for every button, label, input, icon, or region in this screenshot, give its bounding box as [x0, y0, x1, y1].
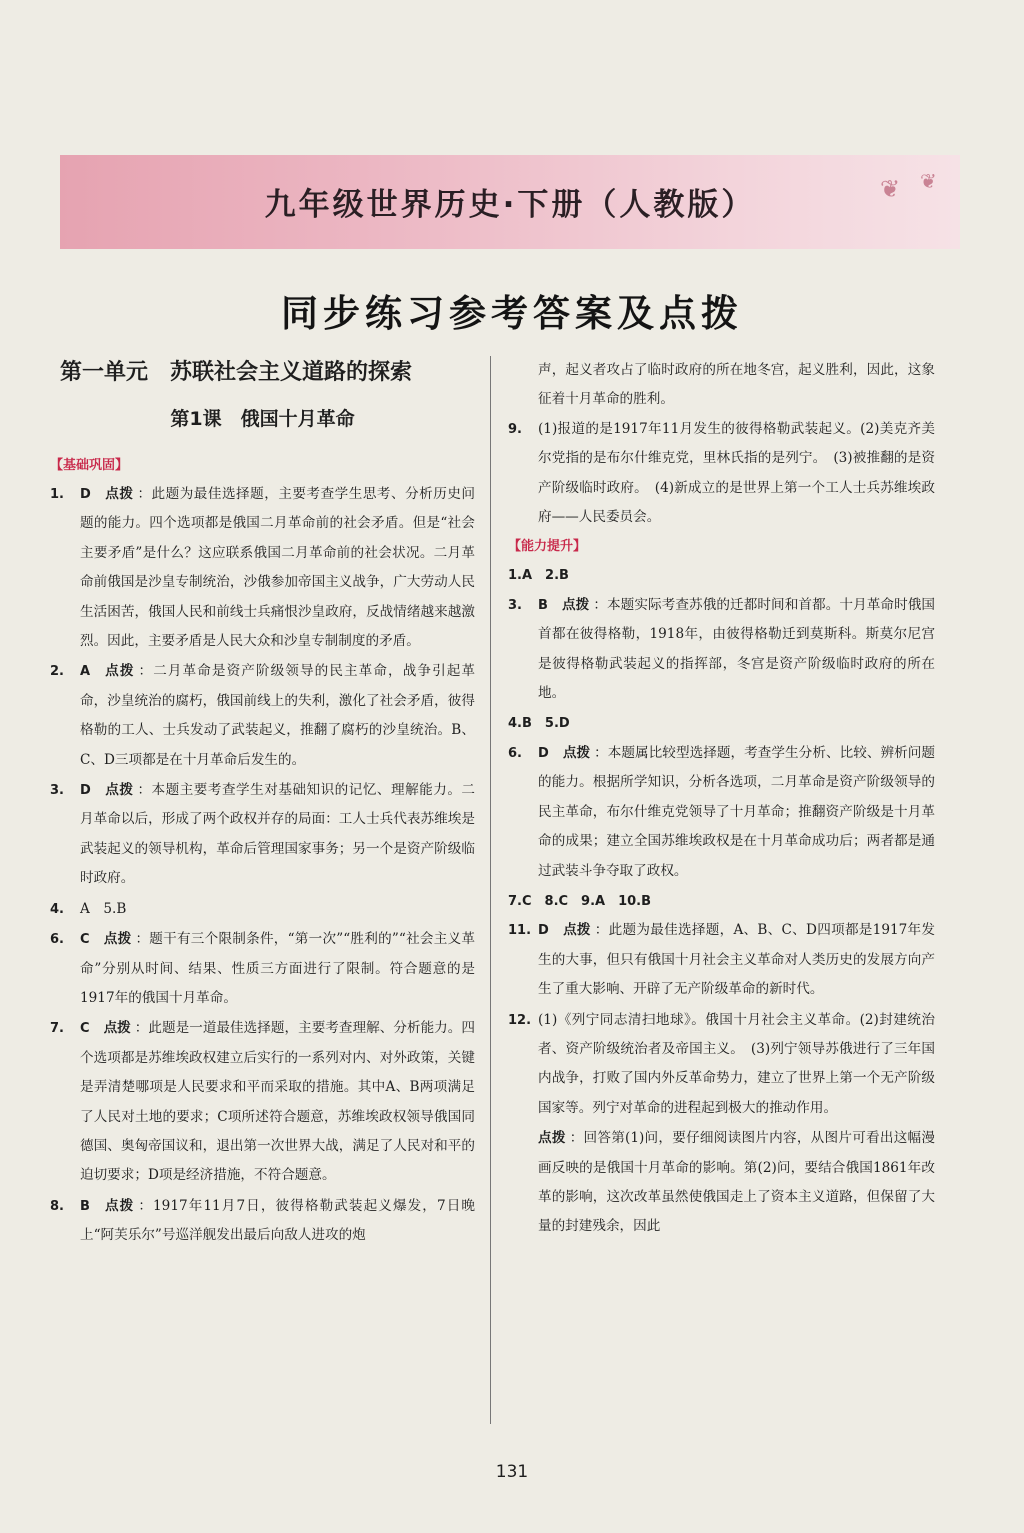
- answer-item: 2. A 点拨 ：二月革命是资产阶级领导的民主革命，战争引起革命，沙皇统治的腐朽，俄国前线上的失利，激化了社会矛盾，彼得格勒的工人、士兵发动了武装起义，推翻了腐朽的沙皇统治。B、C、D三项都是在十月革命后发生的。: [50, 663, 476, 768]
- book-title: 九年级世界历史·下册（人教版）: [264, 187, 756, 223]
- answer-item: 3. D 点拨 ：本题主要考查学生对基础知识的记忆、理解能力。二月革命以后，形成了两个政权并存的局面：工人士兵代表苏维埃是武装起义的领导机构，革命后管理国家事务；另一个是资产阶级临时政府。: [50, 782, 476, 887]
- left-column: [50, 356, 475, 1252]
- page-title: 同步练习参考答案及点拨: [281, 292, 743, 335]
- answer-item: 11. D 点拨 ：此题为最佳选择题，A、B、C、D四项都是1917年发生的大事，但只有俄国十月社会主义革命对人类历史的发展方向产生了重大影响、开辟了无产阶级革命的新时代。: [508, 922, 935, 998]
- page-number: 131: [495, 1462, 529, 1482]
- answer-item: 9. (1)报道的是1917年11月发生的彼得格勒武装起义。(2)美克齐美尔党指的是布尔什维克党，里林氏指的是列宁。 (3)被推翻的是资产阶级临时政府。 (4)新成立的是世界上第一个工人士兵苏维埃政府——人民委员会。: [508, 420, 935, 526]
- column-divider: [490, 356, 491, 1424]
- title-banner: [60, 155, 960, 249]
- butterfly-icon: ❦: [920, 169, 937, 193]
- answer-hint: 点拨 ：回答第(1)问，要仔细阅读图片内容，从图片可看出这幅漫画反映的是俄国十月革命的影响。第(2)问，要结合俄国1861年改革的影响，这次改革虽然使俄国走上了资本主义道路，但保留了大量的封建残余，因此: [538, 1130, 935, 1235]
- answer-item: 6. C 点拨 ：题干有三个限制条件，“第一次”“胜利的”“社会主义革命”分别从时间、结果、性质三方面进行了限制。符合题意的是1917年的俄国十月革命。: [50, 931, 475, 1006]
- answer-line: 7.C 8.C 9.A 10.B: [508, 893, 652, 909]
- answer-line: 4.B 5.D: [508, 716, 570, 732]
- answer-item: 4. A 5.B: [50, 900, 127, 917]
- answer-line: 1.A 2.B: [508, 568, 569, 584]
- lesson-title: 第1课 俄国十月革命: [170, 408, 355, 430]
- answer-item: 12. (1)《列宁同志清扫地球》。俄国十月社会主义革命。(2)封建统治者、资产阶级统治者及帝国主义。 (3)列宁领导苏俄进行了三年国内战争，打败了国内外反革命势力，建立了世界上第一个无产阶级国家等。列宁对革命的进程起到极大的推动作用。: [508, 1011, 935, 1116]
- answer-item: 7. C 点拨 ：此题是一道最佳选择题，主要考查理解、分析能力。四个选项都是苏维埃政权建立后实行的一系列对内、对外政策，关键是弄清楚哪项是人民要求和平而采取的措施。其中A、B两项满足了人民对土地的要求；C项所述符合题意，苏维埃政权领导俄国同德国、奥匈帝国议和，退出第一次世界大战，满足了人民对和平的迫切要求；D项是经济措施，不符合题意。: [50, 1020, 475, 1184]
- section-tag-advanced: 【能力提升】: [508, 539, 587, 555]
- answer-item: 6. D 点拨 ：本题属比较型选择题，考查学生分析、比较、辨析问题的能力。根据所学知识，分析各选项，二月革命是资产阶级领导的民主革命，布尔什维克党领导了十月革命；推翻资产阶级是十月革命的成果；建立全国苏维埃政权是在十月革命成功后；两者都是通过武装斗争夺取了政权。: [508, 744, 936, 879]
- butterfly-icon: ❦: [880, 175, 901, 203]
- unit-title: 第一单元 苏联社会主义道路的探索: [60, 360, 413, 385]
- answer-continuation: 声，起义者攻占了临时政府的所在地冬宫，起义胜利，因此，这象征着十月革命的胜利。: [538, 362, 935, 408]
- answer-item: 1. D 点拨 ：此题为最佳选择题，主要考查学生思考、分析历史问题的能力。四个选项都是俄国二月革命前的社会矛盾。但是“社会主要矛盾”是什么？这应联系俄国二月革命前的社会状况。二月革命前俄国是沙皇专制统治，沙俄参加帝国主义战争，广大劳动人民生活困苦，俄国人民和前线士兵痛恨沙皇政府，反战情绪越来越激烈。因此，主要矛盾是人民大众和沙皇专制制度的矛盾。: [50, 486, 476, 650]
- right-column: [508, 356, 935, 1242]
- answer-item: 8. B 点拨 ：1917年11月7日，彼得格勒武装起义爆发，7日晚上“阿芙乐尔”号巡洋舰发出最后向敌人进攻的炮: [50, 1197, 475, 1244]
- answer-item: 3. B 点拨 ：本题实际考查苏俄的迁都时间和首都。十月革命时俄国首都在彼得格勒，1918年，由彼得格勒迁到莫斯科。斯莫尔尼宫是彼得格勒武装起义的指挥部，冬宫是资产阶级临时政府的所在地。: [508, 596, 936, 702]
- section-tag-basic: 【基础巩固】: [50, 458, 129, 473]
